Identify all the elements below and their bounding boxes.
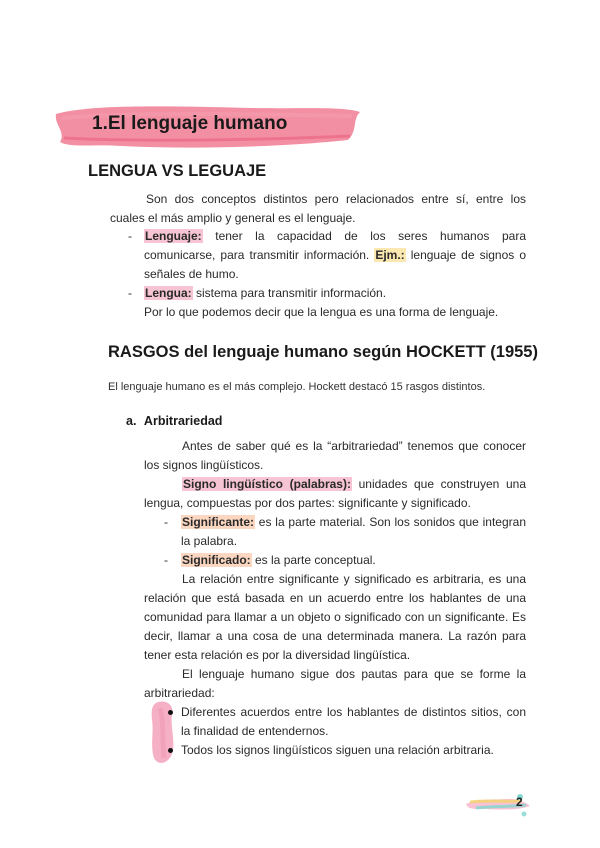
section1-intro: Son dos conceptos distintos pero relacionados entre sí, entre los cuales el más amplio y general es el lenguaje. — [110, 192, 526, 225]
arbitrariedad-paragraph: La relación entre significante y significado es arbitraria, es una relación que está basada en un acuerdo entre los hablantes de una comunidad para llamar a un objeto o significado con un significante. Es decir, llamar a una cosa de una determinada manera. La razón para tener esta relación es por la diversidad lingüística. — [144, 572, 526, 662]
list-item-lenguaje — [128, 227, 526, 284]
ejm-label: Ejm.: — [375, 248, 405, 262]
dash-marker: - — [164, 553, 168, 567]
pautas-intro: El lenguaje humano sigue dos pautas para que se forme la arbitrariedad: — [144, 667, 526, 700]
arbitrariedad-intro: Antes de saber qué es la “arbitrariedad” tenemos que conocer los signos lingüísticos. — [144, 439, 526, 472]
signo-text: unidades que construyen una lengua, compuestas por dos partes: significante y significado. — [144, 477, 526, 510]
dash-marker: - — [164, 515, 168, 529]
list-item-lengua — [128, 284, 526, 303]
list-item-bullet-1 — [164, 703, 526, 741]
dash-marker: - — [128, 229, 132, 243]
term-significante: Significante: — [182, 515, 255, 529]
page-title: 1.El lenguaje humano — [92, 113, 288, 134]
subsection-marker: a. — [126, 414, 137, 428]
term-signo: Signo lingüístico (palabras): — [183, 477, 351, 491]
term-significado: Significado: — [182, 553, 251, 567]
page-number: 2 — [516, 795, 523, 809]
lenguaje-example: lenguaje de signos o señales de humo. — [144, 248, 526, 281]
lengua-definition: sistema para transmitir información. — [192, 286, 387, 300]
significante-text: es la parte material. Son los sonidos que integran la palabra. — [181, 515, 526, 548]
bullet-icon — [168, 748, 173, 753]
subsection-title: Arbitrariedad — [143, 414, 223, 428]
page-number-splash — [462, 790, 534, 820]
significado-text: es la parte conceptual. — [251, 553, 376, 567]
bullet-text-2: Todos los signos lingüísticos siguen una relación arbitraria. — [181, 743, 494, 757]
bullet-icon — [168, 710, 173, 715]
term-lengua: Lengua: — [145, 286, 192, 300]
section1-conclusion: Por lo que podemos decir que la lengua es una forma de lenguaje. — [144, 305, 499, 319]
bullet-text-1: Diferentes acuerdos entre los hablantes de distintos sitios, con la finalidad de entendernos. — [181, 705, 526, 738]
dash-marker: - — [128, 286, 132, 300]
list-item-bullet-2 — [164, 741, 526, 760]
term-lenguaje: Lenguaje: — [145, 229, 202, 243]
lenguaje-definition: tener la capacidad de los seres humanos para comunicarse, para transmitir información. — [144, 229, 526, 262]
subsection-heading — [126, 414, 222, 428]
list-item-significante — [164, 513, 526, 551]
section2-heading: RASGOS del lenguaje humano según HOCKETT (1955) — [108, 343, 538, 361]
section1-heading: LENGUA VS LEGUAJE — [88, 162, 267, 180]
list-item-significado — [164, 551, 526, 570]
signo-definition — [144, 475, 526, 513]
section2-intro: El lenguaje humano es el más complejo. Hockett destacó 15 rasgos distintos. — [108, 381, 486, 393]
